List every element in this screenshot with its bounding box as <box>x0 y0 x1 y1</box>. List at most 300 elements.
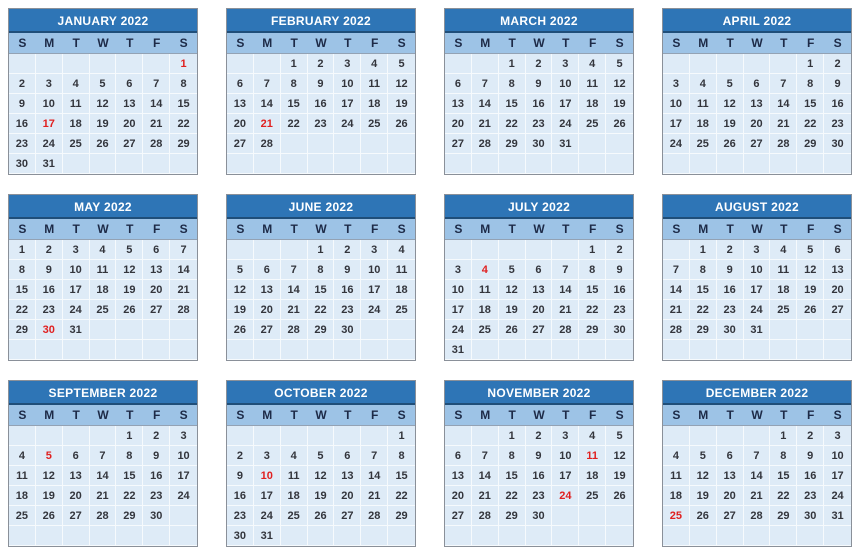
empty-date-cell <box>334 526 361 546</box>
date-cell: 28 <box>472 506 499 526</box>
empty-date-cell <box>143 320 170 340</box>
month-card <box>226 380 416 547</box>
empty-date-cell <box>361 340 388 360</box>
date-cell: 14 <box>143 94 170 114</box>
date-cell: 19 <box>116 280 143 300</box>
date-cell: 2 <box>227 446 254 466</box>
date-cell: 6 <box>445 446 472 466</box>
date-cell: 18 <box>63 114 90 134</box>
month-title: JULY 2022 <box>445 195 633 219</box>
date-cell: 20 <box>824 280 851 300</box>
date-cell: 12 <box>308 466 335 486</box>
date-cell: 5 <box>36 446 63 466</box>
date-cell: 1 <box>170 54 197 74</box>
date-cell: 30 <box>334 320 361 340</box>
empty-date-cell <box>770 526 797 546</box>
empty-date-cell <box>717 426 744 446</box>
empty-date-cell <box>227 154 254 174</box>
date-cell: 2 <box>36 240 63 260</box>
empty-date-cell <box>445 426 472 446</box>
date-cell: 24 <box>36 134 63 154</box>
date-cell: 7 <box>254 74 281 94</box>
date-cell: 28 <box>90 506 117 526</box>
date-cell: 20 <box>143 280 170 300</box>
date-cell: 11 <box>579 446 606 466</box>
date-cell: 10 <box>663 94 690 114</box>
date-cell: 27 <box>116 134 143 154</box>
date-cell: 13 <box>526 280 553 300</box>
date-cell: 12 <box>690 466 717 486</box>
date-cell: 10 <box>254 466 281 486</box>
date-cell: 30 <box>824 134 851 154</box>
date-cell: 24 <box>254 506 281 526</box>
empty-date-cell <box>472 154 499 174</box>
date-cell: 19 <box>606 94 633 114</box>
empty-date-cell <box>606 340 633 360</box>
month-title: APRIL 2022 <box>663 9 851 33</box>
weekday-header-row <box>663 219 851 240</box>
date-cell: 24 <box>824 486 851 506</box>
date-cell: 21 <box>254 114 281 134</box>
date-cell: 26 <box>797 300 824 320</box>
weekday-header-cell: S <box>236 36 245 50</box>
empty-date-cell <box>254 154 281 174</box>
date-cell: 30 <box>526 506 553 526</box>
empty-date-cell <box>499 240 526 260</box>
date-cell: 16 <box>606 280 633 300</box>
date-cell: 1 <box>579 240 606 260</box>
date-cell: 3 <box>824 426 851 446</box>
date-cell: 1 <box>116 426 143 446</box>
date-cell: 22 <box>579 300 606 320</box>
date-cell: 18 <box>472 300 499 320</box>
empty-date-cell <box>116 340 143 360</box>
date-cell: 19 <box>90 114 117 134</box>
weekday-header-cell: M <box>262 222 273 236</box>
month-card <box>444 8 634 175</box>
date-cell: 16 <box>308 94 335 114</box>
weekday-header-cell: T <box>562 36 570 50</box>
empty-date-cell <box>90 320 117 340</box>
date-cell: 13 <box>717 466 744 486</box>
date-cell: 29 <box>690 320 717 340</box>
date-cell: 23 <box>717 300 744 320</box>
weekday-header-cell: M <box>44 408 55 422</box>
date-cell: 17 <box>552 466 579 486</box>
empty-date-cell <box>445 54 472 74</box>
month-title: OCTOBER 2022 <box>227 381 415 405</box>
date-cell: 8 <box>579 260 606 280</box>
weekday-header-row <box>445 33 633 54</box>
weekday-header-row <box>227 219 415 240</box>
weekday-header-cell: F <box>371 36 379 50</box>
weekday-header-cell: T <box>290 36 298 50</box>
date-cell: 27 <box>744 134 771 154</box>
date-cell: 1 <box>308 240 335 260</box>
date-cell: 22 <box>797 114 824 134</box>
date-cell: 15 <box>797 94 824 114</box>
date-cell: 15 <box>499 94 526 114</box>
date-cell: 14 <box>663 280 690 300</box>
date-cell: 25 <box>770 300 797 320</box>
weekday-header-cell: W <box>97 408 109 422</box>
empty-date-cell <box>472 526 499 546</box>
weekday-header-cell: F <box>807 408 815 422</box>
empty-date-cell <box>663 340 690 360</box>
date-cell: 14 <box>744 466 771 486</box>
date-cell: 17 <box>36 114 63 134</box>
date-cell: 7 <box>472 74 499 94</box>
weekday-header-cell: M <box>262 36 273 50</box>
date-cell: 22 <box>281 114 308 134</box>
date-cell: 28 <box>552 320 579 340</box>
weekday-header-cell: T <box>126 408 134 422</box>
weekday-header-cell: F <box>807 36 815 50</box>
month-body <box>663 240 851 360</box>
date-cell: 22 <box>9 300 36 320</box>
date-cell: 1 <box>797 54 824 74</box>
empty-date-cell <box>90 426 117 446</box>
empty-date-cell <box>281 526 308 546</box>
empty-date-cell <box>116 54 143 74</box>
empty-date-cell <box>143 54 170 74</box>
weekday-header-cell: W <box>315 222 327 236</box>
date-cell: 31 <box>445 340 472 360</box>
date-cell: 5 <box>388 54 415 74</box>
date-cell: 24 <box>744 300 771 320</box>
date-cell: 22 <box>499 486 526 506</box>
weekday-header-cell: S <box>397 408 406 422</box>
empty-date-cell <box>308 526 335 546</box>
date-cell: 23 <box>227 506 254 526</box>
weekday-header-row <box>227 405 415 426</box>
date-cell: 22 <box>499 114 526 134</box>
date-cell: 11 <box>90 260 117 280</box>
date-cell: 16 <box>717 280 744 300</box>
date-cell: 28 <box>281 320 308 340</box>
date-cell: 16 <box>227 486 254 506</box>
empty-date-cell <box>690 54 717 74</box>
month-title: DECEMBER 2022 <box>663 381 851 405</box>
weekday-header-cell: T <box>508 408 516 422</box>
date-cell: 9 <box>9 94 36 114</box>
empty-date-cell <box>552 340 579 360</box>
date-cell: 11 <box>388 260 415 280</box>
empty-date-cell <box>388 154 415 174</box>
weekday-header-cell: T <box>344 408 352 422</box>
date-cell: 14 <box>90 466 117 486</box>
date-cell: 5 <box>499 260 526 280</box>
date-cell: 21 <box>90 486 117 506</box>
date-cell: 21 <box>281 300 308 320</box>
date-cell: 14 <box>472 466 499 486</box>
empty-date-cell <box>388 134 415 154</box>
empty-date-cell <box>663 526 690 546</box>
date-cell: 3 <box>445 260 472 280</box>
weekday-header-cell: T <box>72 36 80 50</box>
date-cell: 8 <box>170 74 197 94</box>
date-cell: 29 <box>9 320 36 340</box>
weekday-header-cell: S <box>179 408 188 422</box>
date-cell: 7 <box>744 446 771 466</box>
empty-date-cell <box>281 340 308 360</box>
empty-date-cell <box>552 506 579 526</box>
date-cell: 25 <box>281 506 308 526</box>
date-cell: 31 <box>63 320 90 340</box>
empty-date-cell <box>36 526 63 546</box>
date-cell: 22 <box>770 486 797 506</box>
date-cell: 15 <box>116 466 143 486</box>
date-cell: 12 <box>388 74 415 94</box>
date-cell: 3 <box>170 426 197 446</box>
date-cell: 14 <box>770 94 797 114</box>
date-cell: 1 <box>770 426 797 446</box>
weekday-header-cell: M <box>480 408 491 422</box>
date-cell: 24 <box>663 134 690 154</box>
date-cell: 11 <box>63 94 90 114</box>
date-cell: 21 <box>143 114 170 134</box>
weekday-header-cell: M <box>698 408 709 422</box>
date-cell: 22 <box>170 114 197 134</box>
date-cell: 18 <box>9 486 36 506</box>
date-cell: 8 <box>499 74 526 94</box>
date-cell: 9 <box>334 260 361 280</box>
empty-date-cell <box>526 340 553 360</box>
empty-date-cell <box>499 154 526 174</box>
empty-date-cell <box>334 340 361 360</box>
empty-date-cell <box>143 154 170 174</box>
date-cell: 14 <box>254 94 281 114</box>
weekday-header-cell: F <box>589 408 597 422</box>
date-cell: 19 <box>227 300 254 320</box>
date-cell: 8 <box>388 446 415 466</box>
date-cell: 25 <box>361 114 388 134</box>
date-cell: 11 <box>9 466 36 486</box>
date-cell: 3 <box>254 446 281 466</box>
empty-date-cell <box>744 154 771 174</box>
date-cell: 7 <box>770 74 797 94</box>
date-cell: 8 <box>308 260 335 280</box>
date-cell: 29 <box>388 506 415 526</box>
date-cell: 23 <box>606 300 633 320</box>
empty-date-cell <box>690 154 717 174</box>
date-cell: 3 <box>744 240 771 260</box>
date-cell: 5 <box>606 426 633 446</box>
date-cell: 4 <box>770 240 797 260</box>
month-title: FEBRUARY 2022 <box>227 9 415 33</box>
date-cell: 7 <box>472 446 499 466</box>
date-cell: 10 <box>824 446 851 466</box>
weekday-header-cell: M <box>480 36 491 50</box>
month-card <box>8 380 198 547</box>
empty-date-cell <box>308 426 335 446</box>
date-cell: 4 <box>361 54 388 74</box>
date-cell: 31 <box>552 134 579 154</box>
date-cell: 26 <box>388 114 415 134</box>
empty-date-cell <box>797 320 824 340</box>
empty-date-cell <box>254 426 281 446</box>
date-cell: 11 <box>472 280 499 300</box>
date-cell: 17 <box>170 466 197 486</box>
date-cell: 9 <box>717 260 744 280</box>
date-cell: 9 <box>227 466 254 486</box>
date-cell: 12 <box>717 94 744 114</box>
weekday-header-cell: T <box>126 36 134 50</box>
empty-date-cell <box>281 154 308 174</box>
month-title: NOVEMBER 2022 <box>445 381 633 405</box>
date-cell: 13 <box>116 94 143 114</box>
date-cell: 4 <box>388 240 415 260</box>
date-cell: 24 <box>63 300 90 320</box>
date-cell: 5 <box>797 240 824 260</box>
date-cell: 6 <box>254 260 281 280</box>
date-cell: 13 <box>824 260 851 280</box>
date-cell: 23 <box>797 486 824 506</box>
weekday-header-cell: S <box>672 36 681 50</box>
date-cell: 27 <box>227 134 254 154</box>
weekday-header-cell: F <box>153 36 161 50</box>
weekday-header-cell: T <box>290 408 298 422</box>
date-cell: 18 <box>90 280 117 300</box>
date-cell: 26 <box>717 134 744 154</box>
date-cell: 5 <box>227 260 254 280</box>
month-title: JANUARY 2022 <box>9 9 197 33</box>
date-cell: 9 <box>526 446 553 466</box>
empty-date-cell <box>361 526 388 546</box>
month-body <box>663 426 851 546</box>
date-cell: 12 <box>116 260 143 280</box>
empty-date-cell <box>663 154 690 174</box>
date-cell: 5 <box>90 74 117 94</box>
date-cell: 31 <box>36 154 63 174</box>
empty-date-cell <box>9 526 36 546</box>
date-cell: 12 <box>606 74 633 94</box>
empty-date-cell <box>552 240 579 260</box>
date-cell: 7 <box>90 446 117 466</box>
empty-date-cell <box>797 340 824 360</box>
date-cell: 27 <box>63 506 90 526</box>
weekday-header-cell: T <box>344 36 352 50</box>
empty-date-cell <box>606 154 633 174</box>
empty-date-cell <box>770 54 797 74</box>
date-cell: 9 <box>143 446 170 466</box>
date-cell: 18 <box>579 466 606 486</box>
weekday-header-cell: W <box>533 222 545 236</box>
date-cell: 1 <box>9 240 36 260</box>
date-cell: 24 <box>170 486 197 506</box>
date-cell: 18 <box>361 94 388 114</box>
weekday-header-cell: M <box>44 222 55 236</box>
weekday-header-cell: T <box>508 222 516 236</box>
weekday-header-cell: M <box>262 408 273 422</box>
date-cell: 27 <box>717 506 744 526</box>
empty-date-cell <box>281 240 308 260</box>
date-cell: 8 <box>116 446 143 466</box>
date-cell: 15 <box>579 280 606 300</box>
empty-date-cell <box>744 340 771 360</box>
date-cell: 13 <box>143 260 170 280</box>
empty-date-cell <box>388 320 415 340</box>
date-cell: 21 <box>663 300 690 320</box>
date-cell: 20 <box>526 300 553 320</box>
date-cell: 16 <box>36 280 63 300</box>
date-cell: 2 <box>526 426 553 446</box>
date-cell: 27 <box>824 300 851 320</box>
month-title: AUGUST 2022 <box>663 195 851 219</box>
date-cell: 10 <box>170 446 197 466</box>
date-cell: 17 <box>334 94 361 114</box>
weekday-header-cell: T <box>562 222 570 236</box>
date-cell: 19 <box>36 486 63 506</box>
weekday-header-cell: S <box>18 36 27 50</box>
weekday-header-row <box>227 33 415 54</box>
date-cell: 18 <box>388 280 415 300</box>
empty-date-cell <box>9 426 36 446</box>
weekday-header-cell: S <box>672 408 681 422</box>
date-cell: 22 <box>116 486 143 506</box>
weekday-header-cell: T <box>780 408 788 422</box>
date-cell: 25 <box>579 486 606 506</box>
date-cell: 31 <box>824 506 851 526</box>
empty-date-cell <box>116 154 143 174</box>
date-cell: 15 <box>690 280 717 300</box>
date-cell: 19 <box>499 300 526 320</box>
date-cell: 27 <box>445 506 472 526</box>
date-cell: 16 <box>9 114 36 134</box>
empty-date-cell <box>63 426 90 446</box>
empty-date-cell <box>254 340 281 360</box>
empty-date-cell <box>63 340 90 360</box>
date-cell: 6 <box>744 74 771 94</box>
date-cell: 16 <box>526 466 553 486</box>
date-cell: 29 <box>579 320 606 340</box>
date-cell: 6 <box>63 446 90 466</box>
date-cell: 8 <box>770 446 797 466</box>
weekday-header-cell: S <box>236 408 245 422</box>
date-cell: 3 <box>552 54 579 74</box>
date-cell: 26 <box>606 114 633 134</box>
empty-date-cell <box>254 240 281 260</box>
date-cell: 7 <box>361 446 388 466</box>
date-cell: 22 <box>308 300 335 320</box>
weekday-header-cell: S <box>615 408 624 422</box>
date-cell: 10 <box>36 94 63 114</box>
empty-date-cell <box>36 340 63 360</box>
month-card <box>444 380 634 547</box>
weekday-header-cell: T <box>72 222 80 236</box>
empty-date-cell <box>606 526 633 546</box>
date-cell: 13 <box>445 94 472 114</box>
empty-date-cell <box>334 426 361 446</box>
empty-date-cell <box>770 320 797 340</box>
weekday-header-cell: T <box>726 408 734 422</box>
date-cell: 1 <box>388 426 415 446</box>
month-body <box>227 426 415 546</box>
date-cell: 4 <box>281 446 308 466</box>
date-cell: 24 <box>361 300 388 320</box>
date-cell: 26 <box>116 300 143 320</box>
empty-date-cell <box>797 526 824 546</box>
empty-date-cell <box>690 426 717 446</box>
date-cell: 13 <box>254 280 281 300</box>
weekday-header-cell: M <box>480 222 491 236</box>
empty-date-cell <box>717 54 744 74</box>
empty-date-cell <box>770 340 797 360</box>
weekday-header-row <box>663 405 851 426</box>
weekday-header-row <box>663 33 851 54</box>
date-cell: 14 <box>170 260 197 280</box>
date-cell: 10 <box>552 74 579 94</box>
